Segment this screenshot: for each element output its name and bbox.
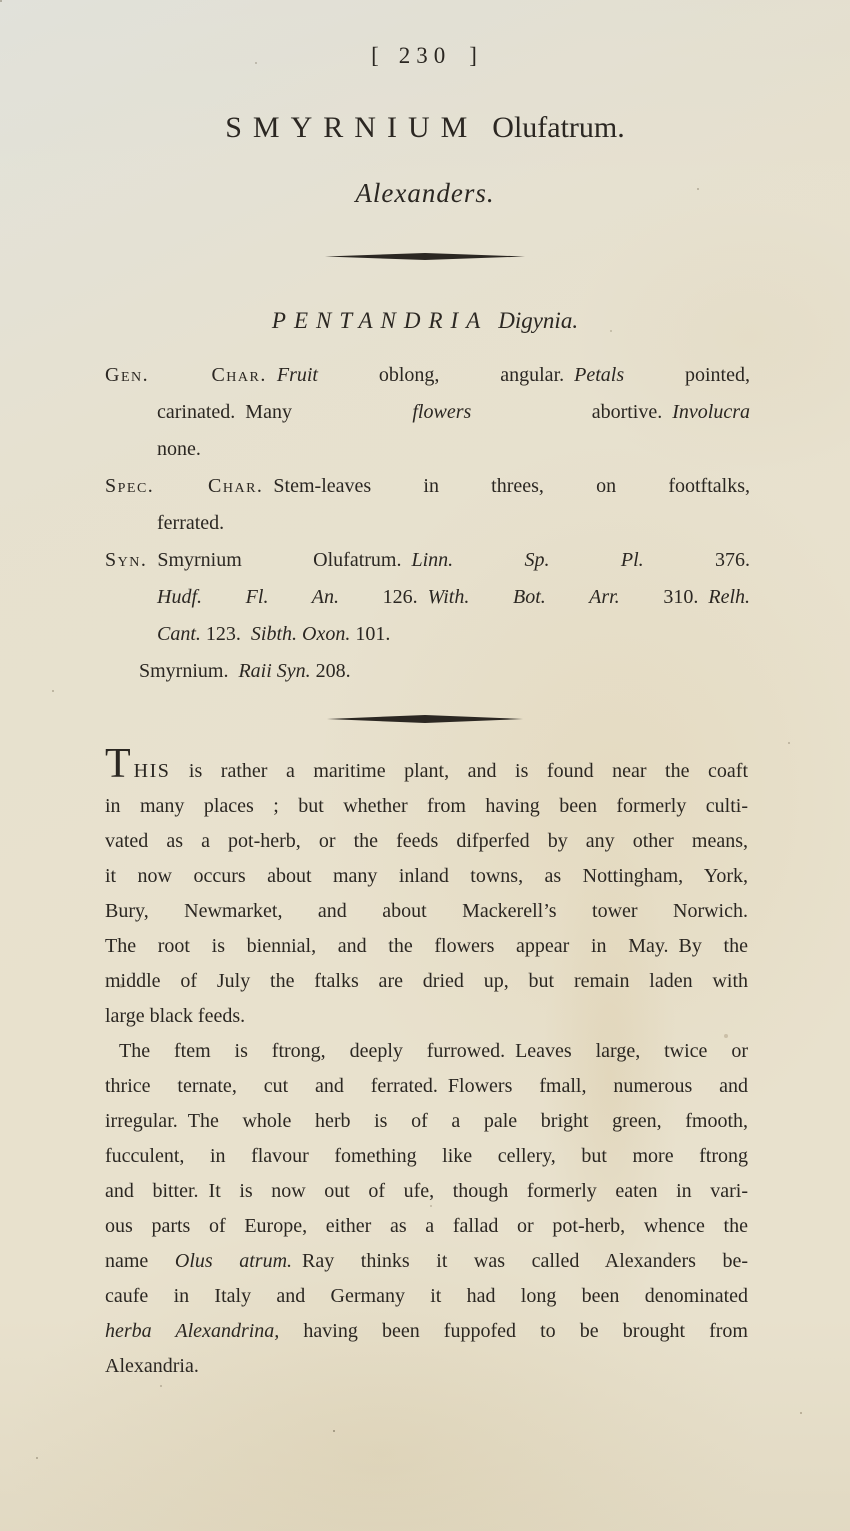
syn-line-4: Smyrnium. Raii Syn. 208. bbox=[139, 660, 351, 682]
page-title bbox=[0, 110, 850, 146]
swell-rule-top bbox=[325, 252, 525, 261]
syn-line-3: Cant. 123. Sibth. Oxon. 101. bbox=[157, 623, 391, 645]
spec-char-line-2: ferrated. bbox=[157, 512, 225, 534]
syn-line-1: Syn. Smyrnium Olufatrum. Linn. Sp. Pl. 376. bbox=[105, 549, 750, 571]
para2-line-6: ous parts of Europe, either as a fallad or pot-herb, whence the bbox=[105, 1215, 748, 1237]
para2-line-8: caufe in Italy and Germany it had long been denominated bbox=[105, 1285, 748, 1307]
para1-line-7: middle of July the ftalks are dried up, but remain laden with bbox=[105, 970, 748, 992]
spec-char-line-1: Spec. Char. Stem-leaves in threes, on footftalks, bbox=[105, 475, 750, 497]
para2-line-3: irregular. The whole herb is of a pale bright green, fmooth, bbox=[105, 1110, 748, 1132]
paper-specks bbox=[0, 0, 2, 2]
para2-line-10: Alexandria. bbox=[105, 1355, 199, 1377]
gen-char-line-2: carinated. Many flowers abortive. Involucra bbox=[157, 401, 750, 423]
para1-line-8: large black feeds. bbox=[105, 1005, 246, 1027]
page-number-bracket-left: [ bbox=[371, 43, 381, 68]
para1-line-5: Bury, Newmarket, and about Mackerell’s tower Norwich. bbox=[105, 900, 748, 922]
gen-char-line-1: Gen. Char. Fruit oblong, angular. Petals pointed, bbox=[105, 364, 750, 386]
para2-line-1: The ftem is ftrong, deeply furrowed. Leaves large, twice or bbox=[119, 1040, 748, 1062]
para1-line-3: vated as a pot-herb, or the feeds difperfed by any other means, bbox=[105, 830, 748, 852]
para1-line-2: in many places ; but whether from having been formerly culti- bbox=[105, 795, 748, 817]
genus-title: SMYRNIUM bbox=[225, 111, 479, 144]
para1-line-4: it now occurs about many inland towns, as Nottingham, York, bbox=[105, 865, 748, 887]
syn-line-2: Hudf. Fl. An. 126. With. Bot. Arr. 310. Relh. bbox=[157, 586, 751, 608]
page-number-bracket-right: ] bbox=[469, 43, 479, 68]
para2-line-5: and bitter. It is now out of ufe, though formerly eaten in vari- bbox=[105, 1180, 748, 1202]
swell-rule-middle bbox=[327, 714, 523, 724]
para1-line-1: THIS is rather a maritime plant, and is found near the coaft bbox=[105, 741, 748, 787]
para2-line-2: thrice ternate, cut and ferrated. Flowers fmall, numerous and bbox=[105, 1075, 748, 1097]
gen-char-line-3: none. bbox=[157, 438, 201, 460]
para2-line-4: fucculent, in flavour fomething like cellery, but more ftrong bbox=[105, 1145, 748, 1167]
species-title: Olufatrum. bbox=[492, 111, 625, 144]
page-number bbox=[0, 42, 850, 70]
para2-line-9: herba Alexandrina, having been fuppofed to be brought from bbox=[105, 1320, 748, 1342]
para2-line-7: name Olus atrum. Ray thinks it was called Alexanders be- bbox=[105, 1250, 748, 1272]
class-order-line: PENTANDRIA Digynia. bbox=[271, 308, 579, 333]
para1-line-6: The root is biennial, and the flowers appear in May. By the bbox=[105, 935, 748, 957]
page-number-value: 230 bbox=[398, 43, 452, 68]
body-text bbox=[105, 741, 748, 1384]
front-matter bbox=[105, 357, 750, 690]
common-name: Alexanders. bbox=[355, 178, 495, 208]
